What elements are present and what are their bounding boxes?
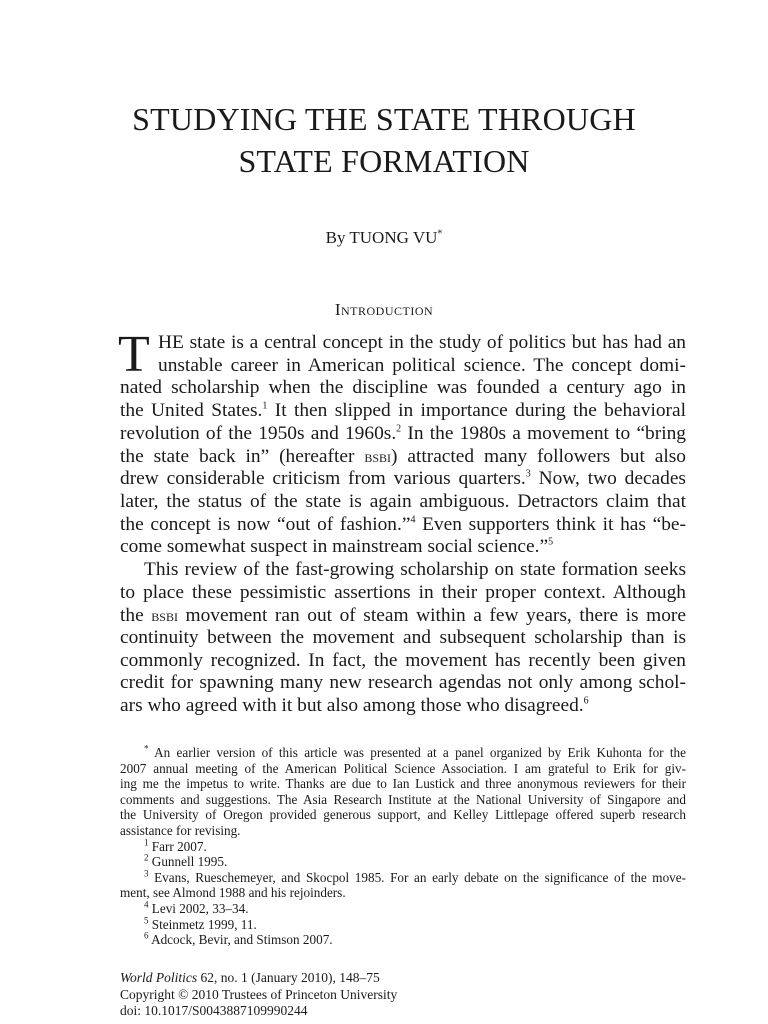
text-line: credit for spawning many new research agendas not only among schol- <box>120 672 686 694</box>
text-segment: the concept is now “out of fashion.” <box>120 513 411 535</box>
footnote-number: 5 <box>144 915 149 926</box>
footnote-text: Farr 2007. <box>148 838 207 854</box>
text-segment: In the 1980s a movement to “bring <box>401 422 686 444</box>
text-line <box>120 445 686 468</box>
author-footnote-marker: * <box>437 228 443 240</box>
body-text <box>118 326 687 718</box>
footnote-text: Adcock, Bevir, and Stimson 2007. <box>148 932 333 948</box>
footnote-line <box>120 745 686 761</box>
footnote-line <box>120 823 686 839</box>
footnote-text: comments and suggestions. The Asia Research Institute at the National University of Singapore and <box>120 791 686 807</box>
text-line: HE state is a central concept in the study of politics but has had an <box>158 332 686 353</box>
text-line: This review of the fast-growing scholarship on state formation seeks <box>144 558 686 580</box>
footnote-line <box>120 807 686 823</box>
byline <box>0 228 768 248</box>
footnote-text: assistance for revising. <box>120 822 241 838</box>
text-line <box>120 400 686 423</box>
footnote-text: the University of Oregon provided generous support, and Kelley Littlepage offered superb research <box>120 807 686 823</box>
footnote-marker: * <box>144 743 149 754</box>
footnote-line: ment, see Almond 1988 and his rejoinders. <box>120 885 346 901</box>
footnote-ref: 3 <box>525 468 531 480</box>
footnote-line <box>120 932 686 948</box>
footnote-ref: 5 <box>548 536 554 548</box>
text-line: to place these pessimistic assertions in their proper context. Although <box>120 581 686 603</box>
doi-line: doi: 10.1017/S0043887109990244 <box>120 1003 308 1018</box>
text-segment: It then slipped in importance during the behavioral <box>267 400 686 422</box>
footnote-line <box>120 761 686 777</box>
footnote-line <box>120 901 686 917</box>
footnote-text: Evans, Rueschemeyer, and Skocpol 1985. For an early debate on the significance of the move- <box>148 869 686 885</box>
footnote-line <box>120 854 686 870</box>
text-line: commonly recognized. In fact, the movement has recently been given <box>120 649 686 671</box>
publication-info <box>120 970 397 1020</box>
section-heading: Introduction <box>334 300 434 319</box>
footnote-number: 2 <box>144 852 149 863</box>
copyright-line: Copyright © 2010 Trustees of Princeton University <box>120 986 398 1002</box>
footnote-line <box>120 870 686 886</box>
title-line: STUDYING THE STATE THROUGH <box>132 101 636 137</box>
footnote-text: 2007 annual meeting of the American Political Science Association. I am grateful to Erik for giv- <box>120 760 686 776</box>
citation-details: 62, no. 1 (January 2010), 148–75 <box>197 970 380 985</box>
footnote-text: An earlier version of this article was presented at a panel organized by Erik Kuhonta for the <box>148 745 686 760</box>
text-line <box>120 423 686 446</box>
text-segment: Now, two decades <box>530 468 686 490</box>
footnote-text: ing me the impetus to write. Thanks are due to Ian Lustick and three anonymous reviewers for their <box>120 776 686 792</box>
text-segment: movement ran out of steam within a few years, there is more <box>177 605 686 627</box>
abbreviation: bsbi <box>364 446 392 467</box>
text-line <box>120 536 686 559</box>
footnote-ref: 6 <box>583 695 589 707</box>
text-line: later, the status of the state is again ambiguous. Detractors claim that <box>120 490 686 512</box>
footnote-ref: 4 <box>410 514 416 526</box>
text-segment: ars who agreed with it but also among those who disagreed. <box>120 695 584 716</box>
text-segment: the <box>120 605 152 627</box>
footnote-line <box>120 839 686 855</box>
footnote-line <box>120 776 686 792</box>
footnote-text: Gunnell 1995. <box>148 854 228 870</box>
journal-name: World Politics <box>120 970 198 985</box>
drop-cap: T <box>118 326 150 383</box>
article-title <box>0 98 768 182</box>
title-line: STATE FORMATION <box>238 143 530 179</box>
footnote-number: 1 <box>144 837 149 848</box>
footnote-ref: 2 <box>396 423 402 435</box>
footnote-line <box>120 917 686 933</box>
footnote-number: 6 <box>144 930 149 941</box>
journal-citation <box>120 970 397 987</box>
text-line <box>120 695 686 718</box>
footnote-number: 3 <box>144 868 149 879</box>
text-segment: drew considerable criticism from various quarters. <box>120 468 526 490</box>
text-line: nated scholarship when the discipline was founded a century ago in <box>120 377 686 399</box>
text-segment: ) attracted many followers but also <box>391 446 687 468</box>
text-line <box>120 468 686 491</box>
text-line: unstable career in American political science. The concept domi- <box>158 354 686 376</box>
footnote-ref: 1 <box>262 400 268 412</box>
text-segment: Even supporters think it has “be- <box>415 513 686 535</box>
abbreviation: bsbi <box>151 605 178 626</box>
footnotes <box>120 745 686 948</box>
author-name: By TUONG VU <box>325 228 438 247</box>
text-segment: the United States. <box>120 400 263 422</box>
text-segment: revolution of the 1950s and 1960s. <box>120 422 397 444</box>
text-segment: come somewhat suspect in mainstream social science.” <box>120 536 549 558</box>
footnote-text: Levi 2002, 33–34. <box>148 900 249 916</box>
footnote-line <box>120 792 686 808</box>
text-line <box>120 514 686 537</box>
text-line <box>120 604 686 627</box>
text-segment: the state back in” (hereafter <box>120 446 365 468</box>
text-line: continuity between the movement and subsequent scholarship than is <box>120 626 686 648</box>
footnote-text: Steinmetz 1999, 11. <box>148 916 257 932</box>
footnote-number: 4 <box>144 899 149 910</box>
